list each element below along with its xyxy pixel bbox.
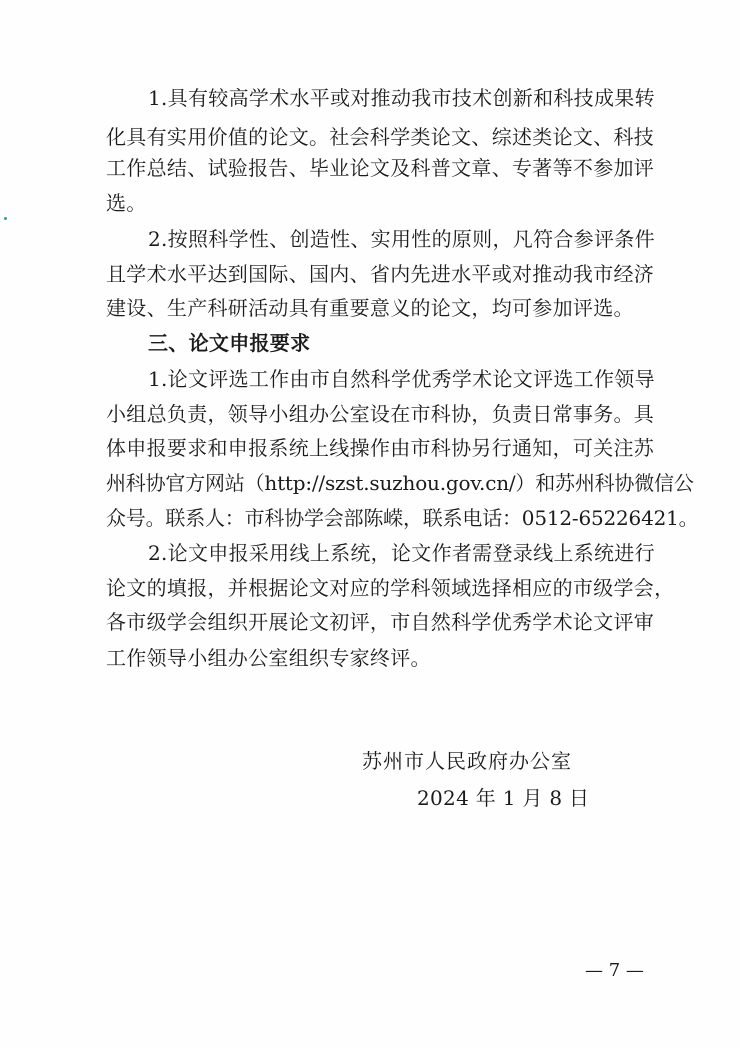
paragraph-line: 工作总结、试验报告、毕业论文及科普文章、专著等不参加评 bbox=[106, 156, 655, 180]
paragraph-line: 众号。联系人：市科协学会部陈嵘，联系电话：0512-65226421。 bbox=[106, 506, 699, 530]
scan-mark bbox=[4, 217, 7, 220]
paragraph-line: 各市级学会组织开展论文初评，市自然科学优秀学术论文评审 bbox=[106, 610, 655, 634]
issuing-office: 苏州市人民政府办公室 bbox=[362, 749, 572, 773]
paragraph-line: 1.具有较高学术水平或对推动我市技术创新和科技成果转 bbox=[148, 86, 655, 110]
paragraph-line: 州科协官方网站（http://szst.suzhou.gov.cn/）和苏州科协微信公 bbox=[106, 471, 694, 495]
issue-date: 2024 年 1 月 8 日 bbox=[417, 786, 590, 810]
paragraph-line: 2.论文申报采用线上系统，论文作者需登录线上系统进行 bbox=[148, 541, 655, 565]
page-number: — 7 — bbox=[585, 960, 644, 981]
paragraph-line: 体申报要求和申报系统上线操作由市科协另行通知，可关注苏 bbox=[106, 436, 655, 460]
paragraph-line: 小组总负责，领导小组办公室设在市科协，负责日常事务。具 bbox=[106, 402, 655, 426]
paragraph-line: 化具有实用价值的论文。社会科学类论文、综述类论文、科技 bbox=[106, 125, 655, 149]
paragraph-line: 论文的填报，并根据论文对应的学科领域选择相应的市级学会， bbox=[106, 576, 675, 600]
paragraph-line: 选。 bbox=[106, 191, 147, 215]
paragraph-line: 2.按照科学性、创造性、实用性的原则，凡符合参评条件 bbox=[148, 227, 655, 251]
paragraph-line: 1.论文评选工作由市自然科学优秀学术论文评选工作领导 bbox=[148, 367, 655, 391]
paragraph-line: 工作领导小组办公室组织专家终评。 bbox=[106, 646, 431, 670]
paragraph-line: 建设、生产科研活动具有重要意义的论文，均可参加评选。 bbox=[106, 296, 634, 320]
paragraph-line: 且学术水平达到国际、国内、省内先进水平或对推动我市经济 bbox=[106, 262, 655, 286]
section-heading: 三、论文申报要求 bbox=[148, 331, 311, 355]
